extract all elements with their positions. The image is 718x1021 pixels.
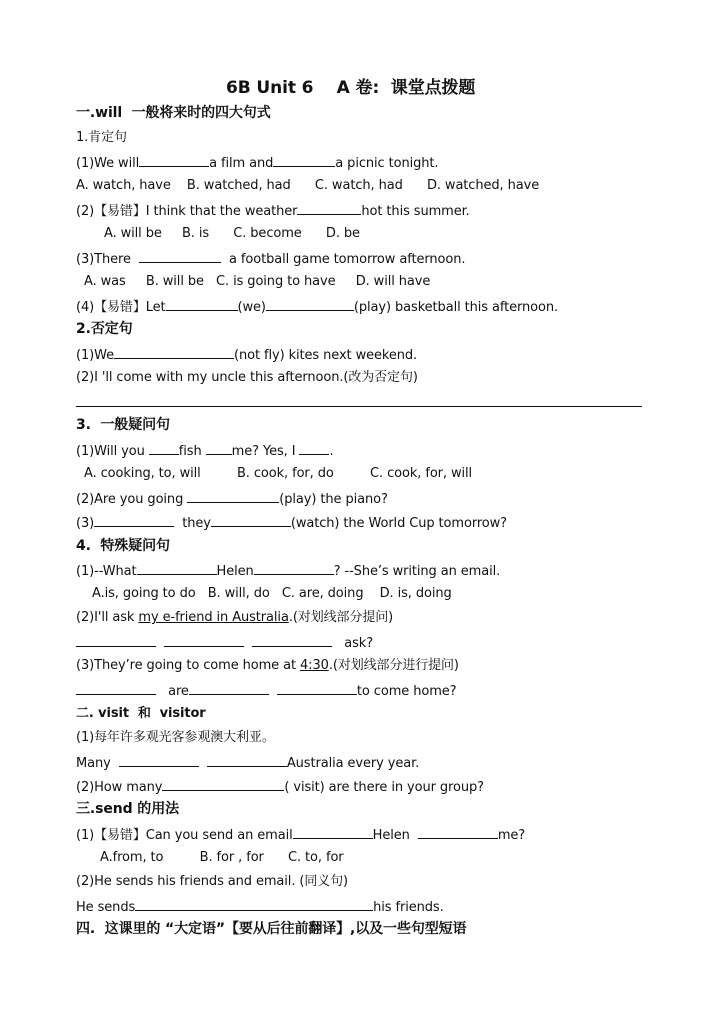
answer-blank[interactable] (119, 753, 199, 767)
answer-blank[interactable] (252, 633, 332, 647)
answer-text: Australia every year. (286, 756, 420, 771)
question-4 (76, 297, 558, 317)
option-a: A. cooking, to, will (84, 466, 201, 481)
answer-blank[interactable] (273, 153, 335, 167)
question-6: (2)I 'll come with my uncle this afternoon.(改为否定句) (76, 370, 418, 385)
answer-blank[interactable] (418, 825, 498, 839)
answer-blank[interactable] (149, 441, 179, 455)
answer-blank[interactable] (76, 681, 156, 695)
question-text: (4)【易错】Let (76, 300, 166, 315)
question-14 (76, 777, 484, 797)
option-b: B. is (181, 226, 210, 241)
question-text: hot this summer. (361, 204, 470, 219)
underlined-phrase: 4:30 (300, 658, 329, 673)
question-13: (1)每年许多观光客参观澳大利亚。 (76, 730, 275, 745)
question-12 (76, 657, 459, 675)
option-b: B. will, do (207, 586, 270, 601)
question-text: .(对划线部分提问) (288, 610, 394, 625)
underlined-phrase: my e-friend in Australia (138, 610, 289, 625)
question-text: ? --She’s writing an email. (333, 564, 501, 579)
option-d: D. is, doing (379, 586, 452, 601)
page-title: 6B Unit 6 A 卷: 课堂点拨题 (226, 78, 476, 98)
question-text: .(对划线部分进行提问) (328, 658, 459, 673)
question-text: (watch) the World Cup tomorrow? (290, 516, 507, 531)
question-5 (76, 345, 417, 365)
option-a: A. will be (104, 226, 162, 241)
question-text: (3)There (76, 252, 131, 267)
question-text: (1)【易错】Can you send an email (76, 828, 293, 843)
section-heading-visit: 二. visit 和 visitor (76, 706, 206, 721)
section-heading-attributive: 四. 这课里的 “大定语”【要从后往前翻译】,以及一些句型短语 (76, 921, 467, 937)
question-text: a picnic tonight. (335, 156, 439, 171)
answer-blank[interactable] (76, 633, 156, 647)
question-8 (76, 489, 388, 509)
question-text: a film and (209, 156, 274, 171)
question-text: (2)【易错】I think that the weather (76, 204, 298, 219)
option-a: A.from, to (100, 850, 164, 865)
question-text: (not fly) kites next weekend. (234, 348, 418, 363)
answer-blank[interactable] (114, 345, 234, 359)
answer-blank[interactable] (297, 201, 361, 215)
answer-text: are (168, 684, 189, 699)
question-7-options (84, 465, 472, 483)
answer-blank[interactable] (211, 513, 291, 527)
answer-blank[interactable] (189, 681, 269, 695)
question-text: me? (497, 828, 526, 843)
question-text: (1)Will you (76, 444, 145, 459)
question-15 (76, 825, 525, 845)
question-text: Helen (372, 828, 410, 843)
question-10 (76, 561, 500, 581)
answer-blank[interactable] (277, 681, 357, 695)
question-text: they (182, 516, 211, 531)
option-b: B. for , for (199, 850, 264, 865)
question-text: a football game tomorrow afternoon. (229, 252, 466, 267)
question-text: (3)They’re going to come home at (76, 658, 301, 673)
question-text: ( visit) are there in your group? (284, 780, 484, 795)
question-1-options (76, 177, 539, 195)
option-d: D. watched, have (426, 178, 540, 193)
question-text: (1)We (76, 348, 115, 363)
question-12-answer (76, 681, 456, 701)
answer-blank[interactable] (254, 561, 334, 575)
answer-blank[interactable] (139, 153, 209, 167)
answer-blank[interactable] (206, 441, 232, 455)
option-b: B. watched, had (186, 178, 291, 193)
answer-blank[interactable] (166, 297, 238, 311)
answer-text: He sends (76, 900, 136, 915)
question-11 (76, 609, 393, 627)
option-c: C. are, doing (281, 586, 364, 601)
option-c: C. become (233, 226, 302, 241)
option-d: D. be (325, 226, 360, 241)
question-text: (play) basketball this afternoon. (353, 300, 559, 315)
question-text: (we) (237, 300, 266, 315)
answer-blank[interactable] (137, 561, 217, 575)
answer-blank[interactable] (139, 249, 221, 263)
question-text: (2)I'll ask (76, 610, 139, 625)
question-16: (2)He sends his friends and email. (同义句) (76, 874, 349, 889)
question-15-options (100, 849, 344, 867)
question-9 (76, 513, 507, 533)
answer-blank[interactable] (94, 513, 174, 527)
question-text: (2)Are you going (76, 492, 184, 507)
option-b: B. cook, for, do (236, 466, 334, 481)
answer-blank[interactable] (293, 825, 373, 839)
answer-text: his friends. (373, 900, 444, 915)
option-c: C. to, for (288, 850, 344, 865)
subsection-negative: 2.否定句 (76, 321, 133, 337)
question-2 (76, 201, 470, 221)
subsection-wh-question: 4. 特殊疑问句 (76, 538, 170, 554)
question-11-answer (76, 633, 373, 653)
question-1 (76, 153, 438, 173)
option-c: C. cook, for, will (370, 466, 473, 481)
question-text: (1)We will (76, 156, 140, 171)
question-7 (76, 441, 334, 461)
option-d: D. will have (355, 274, 431, 289)
question-3 (76, 249, 465, 269)
answer-blank[interactable] (135, 897, 373, 911)
question-text: (3) (76, 516, 95, 531)
option-a: A. watch, have (76, 178, 171, 193)
question-10-options (92, 585, 452, 603)
question-2-options (104, 225, 360, 243)
answer-text: to come home? (356, 684, 457, 699)
question-text: (1)--What (76, 564, 137, 579)
option-c: C. is going to have (216, 274, 336, 289)
answer-line[interactable] (76, 406, 642, 407)
option-c: C. watch, had (314, 178, 403, 193)
option-b: B. will be (145, 274, 204, 289)
section-heading-will: 一.will 一般将来时的四大句式 (76, 105, 271, 121)
subsection-affirmative: 1.肯定句 (76, 130, 127, 145)
answer-text: ask? (344, 636, 374, 651)
option-a: A. was (84, 274, 126, 289)
question-3-options (84, 273, 430, 291)
question-text: (2)How many (76, 780, 163, 795)
answer-blank[interactable] (266, 297, 354, 311)
question-text: Helen (216, 564, 254, 579)
option-a: A.is, going to do (92, 586, 196, 601)
question-text: fish (178, 444, 202, 459)
answer-blank[interactable] (207, 753, 287, 767)
answer-blank[interactable] (164, 633, 244, 647)
question-16-answer (76, 897, 444, 917)
answer-blank[interactable] (162, 777, 284, 791)
answer-blank[interactable] (299, 441, 329, 455)
subsection-yes-no-question: 3. 一般疑问句 (76, 417, 170, 433)
question-13-answer (76, 753, 419, 773)
question-text: me? Yes, I (231, 444, 296, 459)
question-text: (play) the piano? (279, 492, 388, 507)
question-text: . (329, 444, 334, 459)
section-heading-send: 三.send 的用法 (76, 801, 180, 817)
answer-text: Many (76, 756, 111, 771)
answer-blank[interactable] (187, 489, 279, 503)
